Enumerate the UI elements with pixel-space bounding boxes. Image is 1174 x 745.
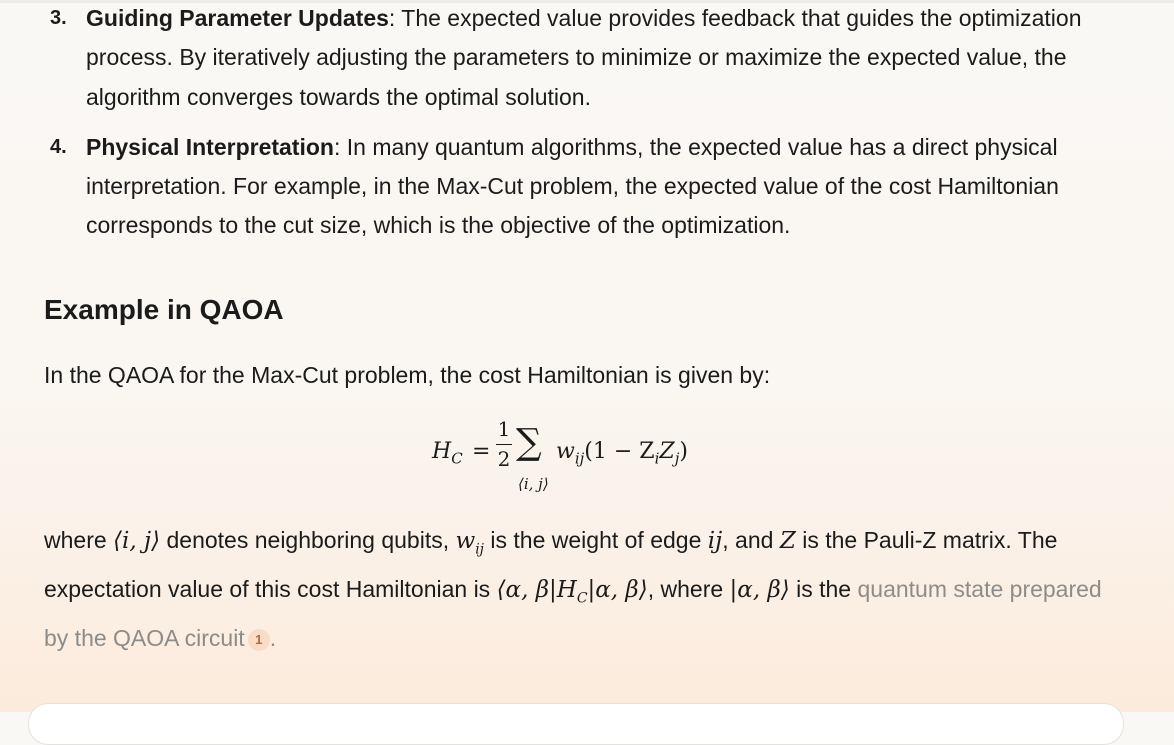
list-item-title: Guiding Parameter Updates [86,5,389,31]
list-number: 4. [50,135,67,158]
formula-equals: = [472,438,491,464]
fraction-denominator: 2 [497,446,511,471]
chat-response-content [44,0,1124,658]
formula-body: $w_{ij}(1 - Z_iZ_j)$ [556,438,688,468]
math-state: |α, β⟩ [729,576,790,603]
citation-badge[interactable]: 1 [248,629,270,651]
message-input-box[interactable] [28,703,1124,745]
list-item-text: : The expected value provides feedback that guides the optimization process. By iteratively adjusting the parameters to minimize or maximize the expected value, the algorithm converges towards the optimal solution. [86,5,1082,110]
fraction-numerator: 1 [497,416,511,441]
summation-sign: ∑ [516,421,542,463]
formula-lhs: $H_C$ [432,438,463,468]
formula-description: where ⟨i, j⟩ denotes neighboring qubits, $w_{ij}$ is the weight of edge ij, and Z is the Pauli-Z matrix. The expectation value of this cost Hamiltonian is ⟨α, $\beta|H_C|\alpha$, β⟩, where |α, β⟩ is the quantum state prepared by the QAOA circuit 1 . [44,526,1102,651]
list-item-title: Physical Interpretation [86,133,334,160]
numbered-list [44,0,1124,246]
formula-fraction [496,417,512,471]
fraction-bar [496,444,512,445]
math-weight: $w_{ij}$ [455,527,485,558]
math-expectation: ⟨α, $\beta|H_C|\alpha$, β⟩ [496,576,648,607]
list-item-parameter-updates [44,0,1124,117]
cost-hamiltonian-formula [44,417,1124,503]
list-item-physical-interpretation [44,128,1124,246]
section-intro: In the QAOA for the Max-Cut problem, the cost Hamiltonian is given by: [44,361,771,388]
streaming-text: quantum state prepared by the QAOA circuit [44,575,1102,651]
section-heading: Example in QAOA [44,293,284,325]
summation-index: ⟨i, j⟩ [518,474,549,493]
list-item-text: : In many quantum algorithms, the expected value has a direct physical interpretation. For example, in the Max-Cut problem, the expected value of the cost Hamiltonian corresponds to the cut size, which is the objective of the optimization. [86,133,1059,239]
math-pauli-z: Z [779,527,796,554]
math-neighbor-pair: ⟨i, j⟩ [113,527,161,554]
list-number: 3. [50,7,67,29]
math-edge: ij [707,527,723,554]
